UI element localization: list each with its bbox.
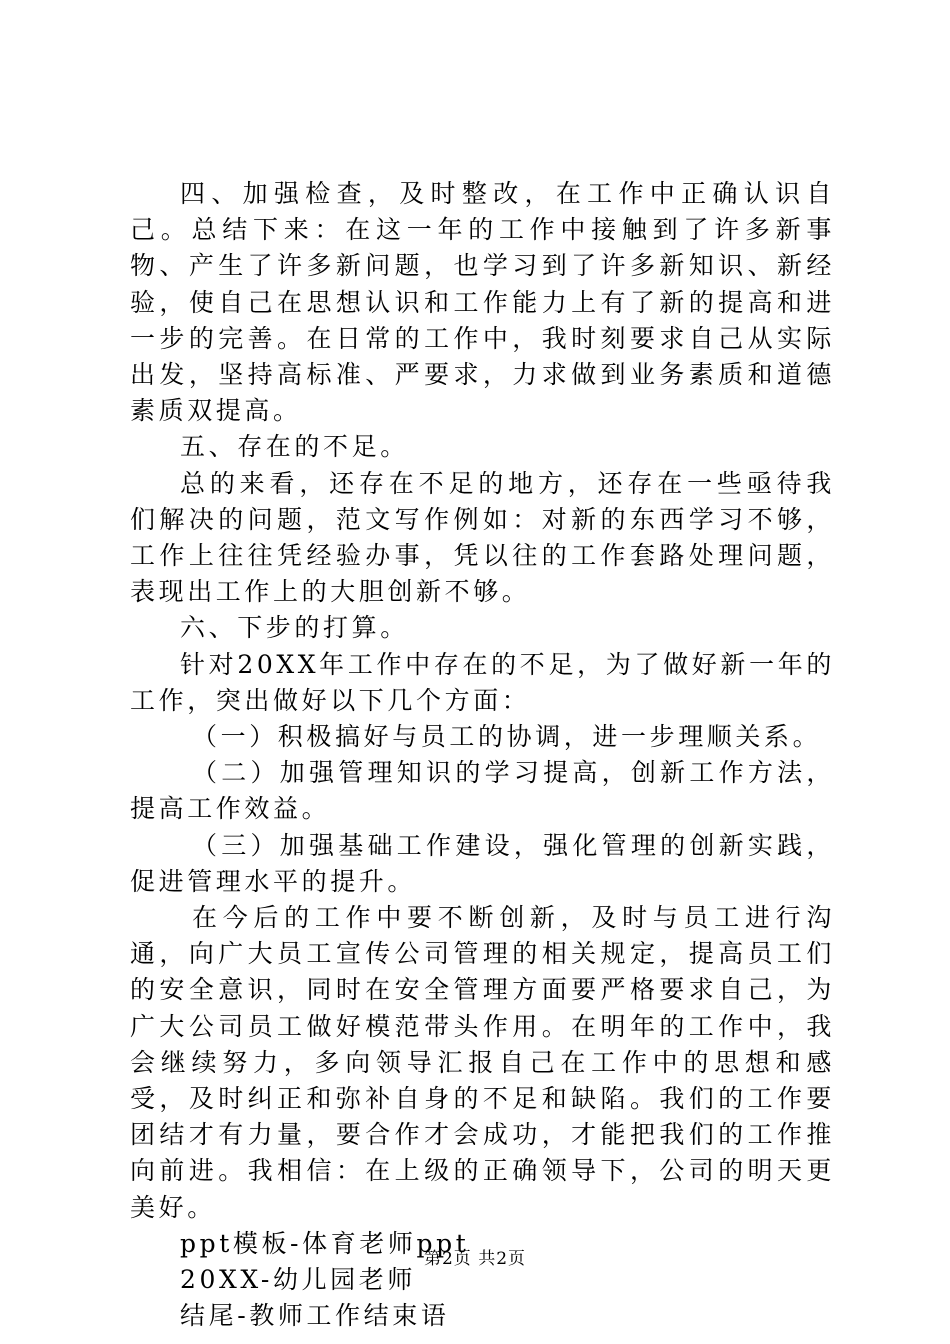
heading-next-plan: 六、下步的打算。 <box>180 613 409 643</box>
plan-item-2: （二）加强管理知识的学习提高，创新工作方法，提高工作效益。 <box>130 758 835 824</box>
document-body <box>130 176 835 1335</box>
paragraph-shortcomings: 总的来看，还存在不足的地方，还存在一些亟待我们解决的问题，范文写作例如：对新的东西学习不够，工作上往往凭经验办事，凭以往的工作套路处理问题，表现出工作上的大胆创新不够。 <box>130 468 835 607</box>
paragraph-inspection: 四、加强检查，及时整改，在工作中正确认识自己。总结下来：在这一年的工作中接触到了许多新事物、产生了许多新问题，也学习到了许多新知识、新经验，使自己在思想认识和工作能力上有了新的提高和进一步的完善。在日常的工作中，我时刻要求自己从实际出发，坚持高标准、严要求，力求做到业务素质和道德素质双提高。 <box>130 179 835 426</box>
related-link-teacher-closing[interactable]: 结尾-教师工作结束语 <box>180 1301 450 1331</box>
related-link-kindergarten-teacher[interactable]: 20XX-幼儿园老师 <box>180 1265 416 1295</box>
page-number-footer: 第2页 共2页 <box>423 1249 527 1269</box>
plan-item-3: （三）加强基础工作建设，强化管理的创新实践，促进管理水平的提升。 <box>130 830 835 896</box>
related-link-ppt-template[interactable]: ppt模板-体育老师ppt <box>180 1228 470 1258</box>
plan-item-1: （一）积极搞好与员工的协调，进一步理顺关系。 <box>192 722 822 752</box>
heading-shortcomings: 五、存在的不足。 <box>180 432 409 462</box>
paragraph-next-plan-intro: 针对20XX年工作中存在的不足，为了做好新一年的工作，突出做好以下几个方面： <box>130 649 835 715</box>
paragraph-conclusion: 在今后的工作中要不断创新，及时与员工进行沟通，向广大员工宣传公司管理的相关规定，提高员工们的安全意识，同时在安全管理方面要严格要求自己，为广大公司员工做好模范带头作用。在明年的工作中，我会继续努力，多向领导汇报自己在工作中的思想和感受，及时纠正和弥补自身的不足和缺陷。我们的工作要团结才有力量，要合作才会成功，才能把我们的工作推向前进。我相信：在上级的正确领导下，公司的明天更美好。 <box>130 903 835 1222</box>
